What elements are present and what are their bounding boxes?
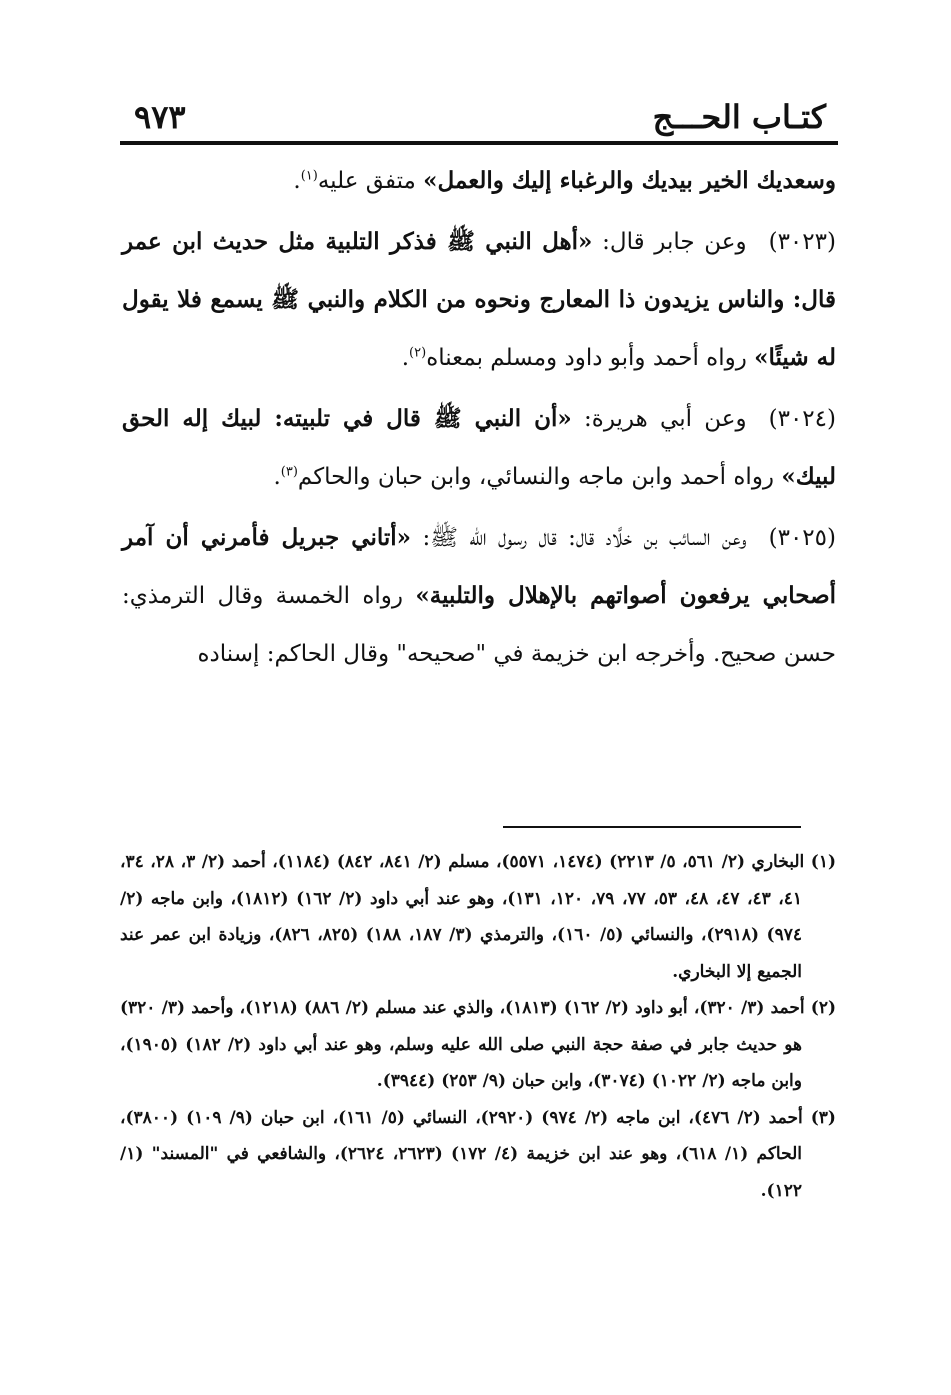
hadith-3023 [122, 213, 836, 387]
hadith-intro: وعن أبي هريرة: [571, 406, 747, 432]
footnote-ref: (٢) [409, 345, 427, 361]
header-rule [120, 141, 838, 145]
main-text [122, 152, 836, 686]
hadith-3025 [122, 509, 836, 683]
hadith-intro: وعن جابر قال: [592, 229, 747, 255]
hadith-text: «أهل النبي ﷺ فذكر التلبية مثل حديث ابن عمر قال: والناس يزيدون ذا المعارج ونحوه من الكلام والنبي ﷺ يسمع فلا يقول له شيئًا» [122, 228, 836, 371]
bold-text: وسعديك الخير بيديك والرغباء إليك والعمل» [423, 167, 836, 194]
footnote-2: (٢) أحمد (٣/ ٣٢٠)، أبو داود (٢/ ١٦٢) (١٨١٣)، والذي عند مسلم (٢/ ٨٨٦) (١٢١٨)، وأحمد (٣/ ٣٢٠) هو حديث جابر في صفة حجة النبي صلى الله عليه وسلم، وهو عند أبي داود (٢/ ١٨٢) (١٩٠٥)، وابن ماجه (٢/ ١٠٢٢) (٣٠٧٤)، وابن حبان (٩/ ٢٥٣) (٣٩٤٤). [120, 998, 837, 1091]
hadith-number: (٣٠٢٣) [768, 229, 836, 255]
footnote-separator [503, 826, 801, 828]
paragraph-continuation [122, 152, 836, 210]
plain-text: متفق عليه [317, 168, 424, 194]
footnote-ref: (٣) [280, 464, 298, 480]
hadith-3024 [122, 390, 836, 506]
footnotes [120, 844, 836, 1209]
hadith-text: «أن النبي ﷺ قال في تلبيته: لبيك إله الحق لبيك» [122, 405, 836, 490]
period: . [401, 345, 410, 371]
running-title: كتـاب الحـــج [652, 98, 826, 136]
hadith-source: رواه الخمسة وقال الترمذي: حسن صحيح. وأخرجه ابن خزيمة في "صحيحه" وقال الحاكم: إسناده [122, 583, 836, 667]
footnote-1: (١) البخاري (٢/ ٥٦١، ٥/ ٢٢١٣) (١٤٧٤، ٥٥٧١)، مسلم (٢/ ٨٤١، ٨٤٢) (١١٨٤)، أحمد (٢/ ٣، ٢٨، ٣٤، ٤١، ٤٣، ٤٧، ٤٨، ٥٣، ٧٧، ٧٩، ١٢٠، ١٣١)، وهو عند أبي داود (٢/ ١٦٢) (١٨١٢)، وابن ماجه (٢/ ٩٧٤) (٢٩١٨)، والنسائي (٥/ ١٦٠)، والترمذي (٣/ ١٨٧، ١٨٨) (٨٢٥، ٨٢٦)، وزيادة ابن عمر عند الجميع إلا البخاري. [120, 852, 837, 982]
page-number: ٩٧٣ [134, 98, 186, 136]
hadith-intro: وعن السائب بن خلَّاد قال: قال رسول الله ﷺ: [411, 525, 747, 551]
hadith-source: رواه أحمد وابن ماجه والنسائي، وابن حبان والحاكم [297, 464, 782, 490]
page-header [120, 96, 838, 140]
period: . [273, 464, 281, 490]
footnote-ref: (١) [300, 168, 318, 184]
period: . [293, 168, 301, 194]
hadith-text: «أتاني جبريل فأمرني أن آمر أصحابي يرفعون أصواتهم بالإهلال والتلبية» [122, 524, 836, 609]
hadith-number: (٣٠٢٤) [768, 406, 836, 432]
footnote-3: (٣) أحمد (٢/ ٤٧٦)، ابن ماجه (٢/ ٩٧٤) (٢٩٢٠)، النسائي (٥/ ١٦١)، ابن حبان (٩/ ١٠٩) (٣٨٠٠)، الحاكم (١/ ٦١٨)، وهو عند ابن خزيمة (٤/ ١٧٢) (٢٦٢٣، ٢٦٢٤)، والشافعي في "المسند" (١/ ١٢٢). [120, 1107, 836, 1201]
hadith-number: (٣٠٢٥) [768, 525, 836, 551]
hadith-source: رواه أحمد وأبو داود ومسلم بمعناه [426, 345, 755, 371]
